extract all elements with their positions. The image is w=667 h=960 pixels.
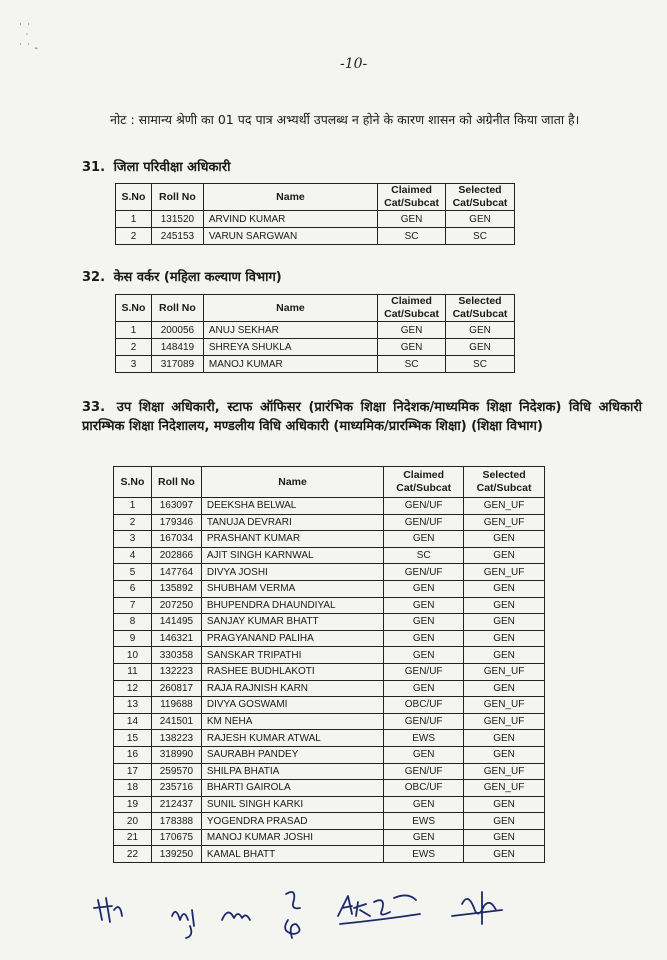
table-row <box>114 713 545 730</box>
table-row <box>114 531 545 548</box>
cell-claimed-cat: GEN <box>378 339 446 356</box>
cell-selected-cat: GEN_UF <box>464 780 545 797</box>
cell-claimed-cat: EWS <box>384 846 464 863</box>
table-section-33 <box>113 466 545 863</box>
table-row <box>116 356 515 373</box>
cell-selected-cat: GEN <box>464 580 545 597</box>
cell-name: VARUN SARGWAN <box>203 228 377 245</box>
cell-selected-cat: SC <box>446 228 515 245</box>
cell-sno: 1 <box>116 322 152 339</box>
cell-selected-cat: GEN <box>464 730 545 747</box>
table-section-32 <box>115 294 515 373</box>
cell-name: SAURABH PANDEY <box>201 746 383 763</box>
cell-claimed-cat: GEN/UF <box>384 763 464 780</box>
table-row <box>114 680 545 697</box>
table-header-row <box>116 295 515 322</box>
section-heading-33 <box>82 398 642 436</box>
scan-specks: ˙ ˙ ˙ ˙ ˙ - <box>18 23 38 54</box>
cell-claimed-cat: GEN <box>378 211 446 228</box>
cell-claimed-cat: GEN <box>384 531 464 548</box>
cell-selected-cat: SC <box>446 356 515 373</box>
table-row <box>116 211 515 228</box>
cell-sno: 8 <box>114 614 152 631</box>
col-claimed-line2: Cat/Subcat <box>384 308 439 320</box>
cell-name: SANSKAR TRIPATHI <box>201 647 383 664</box>
cell-name: YOGENDRA PRASAD <box>201 813 383 830</box>
cell-selected-cat: GEN <box>464 647 545 664</box>
cell-roll-no: 148419 <box>151 339 203 356</box>
cell-selected-cat: GEN <box>464 531 545 548</box>
col-sno: S.No <box>114 467 152 498</box>
cell-selected-cat: GEN <box>446 322 515 339</box>
col-claimed-line1: Claimed <box>391 184 432 196</box>
page-number: -10- <box>340 56 368 72</box>
cell-roll-no: 131520 <box>151 211 203 228</box>
table-row <box>116 228 515 245</box>
cell-selected-cat: GEN <box>464 796 545 813</box>
table-row <box>114 647 545 664</box>
cell-name: SANJAY KUMAR BHATT <box>201 614 383 631</box>
cell-sno: 11 <box>114 663 152 680</box>
table-row <box>114 746 545 763</box>
table-row <box>114 846 545 863</box>
cell-sno: 1 <box>116 211 152 228</box>
col-selected-line2: Cat/Subcat <box>452 197 508 209</box>
section-number: 32. <box>82 270 106 285</box>
cell-roll-no: 167034 <box>151 531 201 548</box>
cell-roll-no: 202866 <box>151 547 201 564</box>
cell-sno: 9 <box>114 630 152 647</box>
table-row <box>114 614 545 631</box>
col-selected-line2: Cat/Subcat <box>452 308 508 320</box>
cell-name: KAMAL BHATT <box>201 846 383 863</box>
cell-roll-no: 318990 <box>151 746 201 763</box>
table-row <box>114 564 545 581</box>
cell-claimed-cat: OBC/UF <box>384 697 464 714</box>
table-row <box>114 597 545 614</box>
table-row <box>114 663 545 680</box>
cell-roll-no: 235716 <box>151 780 201 797</box>
cell-claimed-cat: SC <box>378 356 446 373</box>
cell-sno: 2 <box>114 514 152 531</box>
cell-roll-no: 178388 <box>151 813 201 830</box>
col-name: Name <box>201 467 383 498</box>
table-row <box>114 580 545 597</box>
cell-selected-cat: GEN_UF <box>464 697 545 714</box>
cell-selected-cat: GEN_UF <box>464 763 545 780</box>
cell-sno: 12 <box>114 680 152 697</box>
cell-name: DIVYA GOSWAMI <box>201 697 383 714</box>
cell-name: SUNIL SINGH KARKI <box>201 796 383 813</box>
cell-selected-cat: GEN_UF <box>464 514 545 531</box>
table-header-row <box>116 184 515 211</box>
cell-selected-cat: GEN_UF <box>464 498 545 515</box>
cell-sno: 20 <box>114 813 152 830</box>
cell-selected-cat: GEN <box>464 630 545 647</box>
cell-roll-no: 200056 <box>151 322 203 339</box>
cell-name: PRAGYANAND PALIHA <box>201 630 383 647</box>
col-selected <box>446 184 515 211</box>
cell-claimed-cat: GEN/UF <box>384 564 464 581</box>
cell-claimed-cat: GEN/UF <box>384 663 464 680</box>
cell-sno: 17 <box>114 763 152 780</box>
cell-sno: 19 <box>114 796 152 813</box>
cell-selected-cat: GEN_UF <box>464 564 545 581</box>
cell-sno: 16 <box>114 746 152 763</box>
section-title: उप शिक्षा अधिकारी, स्टाफ ऑफिसर (प्रारंभिक शिक्षा निदेशक/माध्यमिक शिक्षा निदेशक) विधि अधिकारी प्रारम्भिक शिक्षा निदेशालय, मण्डलीय विधि अधिकारी (माध्यमिक/प्रारम्भिक शिक्षा) (शिक्षा विभाग) <box>82 400 643 434</box>
cell-name: AJIT SINGH KARNWAL <box>201 547 383 564</box>
table-row <box>114 697 545 714</box>
handwritten-signatures <box>90 880 610 950</box>
cell-name: SHREYA SHUKLA <box>203 339 377 356</box>
cell-roll-no: 119688 <box>151 697 201 714</box>
cell-selected-cat: GEN <box>464 813 545 830</box>
col-roll: Roll No <box>151 184 203 211</box>
col-name: Name <box>203 295 377 322</box>
cell-claimed-cat: GEN <box>384 680 464 697</box>
cell-name: RASHEE BUDHLAKOTI <box>201 663 383 680</box>
col-selected <box>464 467 545 498</box>
cell-sno: 5 <box>114 564 152 581</box>
cell-claimed-cat: GEN <box>378 322 446 339</box>
cell-sno: 4 <box>114 547 152 564</box>
cell-sno: 2 <box>116 228 152 245</box>
col-selected-line1: Selected <box>458 295 502 307</box>
cell-claimed-cat: GEN <box>384 580 464 597</box>
note-text: नोट : सामान्य श्रेणी का 01 पद पात्र अभ्यर्थी उपलब्ध न होने के कारण शासन को अग्रेनीत किया जाता है। <box>110 112 580 127</box>
cell-selected-cat: GEN <box>464 846 545 863</box>
cell-roll-no: 139250 <box>151 846 201 863</box>
cell-sno: 13 <box>114 697 152 714</box>
section-title: केस वर्कर (महिला कल्याण विभाग) <box>113 270 282 285</box>
cell-claimed-cat: GEN <box>384 597 464 614</box>
cell-claimed-cat: SC <box>384 547 464 564</box>
table-row <box>116 339 515 356</box>
cell-name: MANOJ KUMAR JOSHI <box>201 829 383 846</box>
cell-sno: 7 <box>114 597 152 614</box>
cell-selected-cat: GEN <box>464 597 545 614</box>
cell-selected-cat: GEN_UF <box>464 713 545 730</box>
cell-selected-cat: GEN <box>464 746 545 763</box>
cell-claimed-cat: GEN/UF <box>384 514 464 531</box>
table-row <box>114 763 545 780</box>
cell-sno: 18 <box>114 780 152 797</box>
table-row <box>114 829 545 846</box>
cell-sno: 1 <box>114 498 152 515</box>
cell-roll-no: 179346 <box>151 514 201 531</box>
cell-claimed-cat: EWS <box>384 813 464 830</box>
cell-name: SHUBHAM VERMA <box>201 580 383 597</box>
cell-selected-cat: GEN_UF <box>464 663 545 680</box>
col-selected-line1: Selected <box>482 469 526 481</box>
cell-roll-no: 245153 <box>151 228 203 245</box>
section-number: 31. <box>82 160 106 175</box>
cell-sno: 3 <box>116 356 152 373</box>
section-heading-31 <box>82 158 231 178</box>
col-sno: S.No <box>116 295 152 322</box>
table-row <box>114 514 545 531</box>
cell-roll-no: 241501 <box>151 713 201 730</box>
cell-claimed-cat: GEN <box>384 796 464 813</box>
cell-claimed-cat: GEN <box>384 829 464 846</box>
cell-name: DIVYA JOSHI <box>201 564 383 581</box>
cell-selected-cat: GEN <box>464 829 545 846</box>
cell-roll-no: 147764 <box>151 564 201 581</box>
cell-claimed-cat: GEN <box>384 746 464 763</box>
col-roll: Roll No <box>151 295 203 322</box>
table-row <box>116 322 515 339</box>
cell-roll-no: 170675 <box>151 829 201 846</box>
col-claimed <box>378 184 446 211</box>
cell-name: KM NEHA <box>201 713 383 730</box>
cell-name: DEEKSHA BELWAL <box>201 498 383 515</box>
cell-name: RAJA RAJNISH KARN <box>201 680 383 697</box>
col-claimed-line2: Cat/Subcat <box>384 197 439 209</box>
cell-roll-no: 330358 <box>151 647 201 664</box>
cell-name: SHILPA BHATIA <box>201 763 383 780</box>
cell-roll-no: 141495 <box>151 614 201 631</box>
cell-selected-cat: GEN <box>446 211 515 228</box>
cell-name: BHARTI GAIROLA <box>201 780 383 797</box>
cell-roll-no: 259570 <box>151 763 201 780</box>
cell-sno: 22 <box>114 846 152 863</box>
table-section-31 <box>115 183 515 245</box>
col-claimed <box>384 467 464 498</box>
cell-selected-cat: GEN <box>464 680 545 697</box>
cell-name: MANOJ KUMAR <box>203 356 377 373</box>
cell-sno: 10 <box>114 647 152 664</box>
col-claimed-line1: Claimed <box>391 295 432 307</box>
table-row <box>114 547 545 564</box>
cell-selected-cat: GEN <box>446 339 515 356</box>
cell-name: TANUJA DEVRARI <box>201 514 383 531</box>
col-name: Name <box>203 184 377 211</box>
cell-claimed-cat: GEN/UF <box>384 713 464 730</box>
table-row <box>114 813 545 830</box>
table-row <box>114 498 545 515</box>
col-selected-line2: Cat/Subcat <box>476 482 532 494</box>
cell-claimed-cat: SC <box>378 228 446 245</box>
cell-name: BHUPENDRA DHAUNDIYAL <box>201 597 383 614</box>
cell-sno: 21 <box>114 829 152 846</box>
cell-roll-no: 260817 <box>151 680 201 697</box>
cell-roll-no: 207250 <box>151 597 201 614</box>
col-roll: Roll No <box>151 467 201 498</box>
cell-sno: 14 <box>114 713 152 730</box>
cell-claimed-cat: GEN/UF <box>384 498 464 515</box>
cell-claimed-cat: GEN <box>384 647 464 664</box>
cell-roll-no: 135892 <box>151 580 201 597</box>
cell-selected-cat: GEN <box>464 547 545 564</box>
cell-claimed-cat: EWS <box>384 730 464 747</box>
cell-name: PRASHANT KUMAR <box>201 531 383 548</box>
cell-roll-no: 163097 <box>151 498 201 515</box>
col-selected <box>446 295 515 322</box>
table-row <box>114 780 545 797</box>
table-row <box>114 796 545 813</box>
cell-roll-no: 146321 <box>151 630 201 647</box>
cell-sno: 3 <box>114 531 152 548</box>
cell-claimed-cat: OBC/UF <box>384 780 464 797</box>
section-heading-32 <box>82 268 282 288</box>
cell-claimed-cat: GEN <box>384 614 464 631</box>
cell-sno: 2 <box>116 339 152 356</box>
cell-name: ARVIND KUMAR <box>203 211 377 228</box>
cell-name: RAJESH KUMAR ATWAL <box>201 730 383 747</box>
cell-sno: 15 <box>114 730 152 747</box>
col-claimed-line1: Claimed <box>403 469 445 481</box>
col-claimed <box>378 295 446 322</box>
cell-roll-no: 212437 <box>151 796 201 813</box>
cell-selected-cat: GEN <box>464 614 545 631</box>
cell-roll-no: 317089 <box>151 356 203 373</box>
cell-name: ANUJ SEKHAR <box>203 322 377 339</box>
cell-roll-no: 132223 <box>151 663 201 680</box>
col-sno: S.No <box>116 184 152 211</box>
section-number: 33. <box>82 400 106 415</box>
section-title: जिला परिवीक्षा अधिकारी <box>113 160 231 175</box>
cell-claimed-cat: GEN <box>384 630 464 647</box>
table-row <box>114 630 545 647</box>
col-claimed-line2: Cat/Subcat <box>396 482 452 494</box>
table-row <box>114 730 545 747</box>
cell-roll-no: 138223 <box>151 730 201 747</box>
table-header-row <box>114 467 545 498</box>
cell-sno: 6 <box>114 580 152 597</box>
col-selected-line1: Selected <box>458 184 502 196</box>
